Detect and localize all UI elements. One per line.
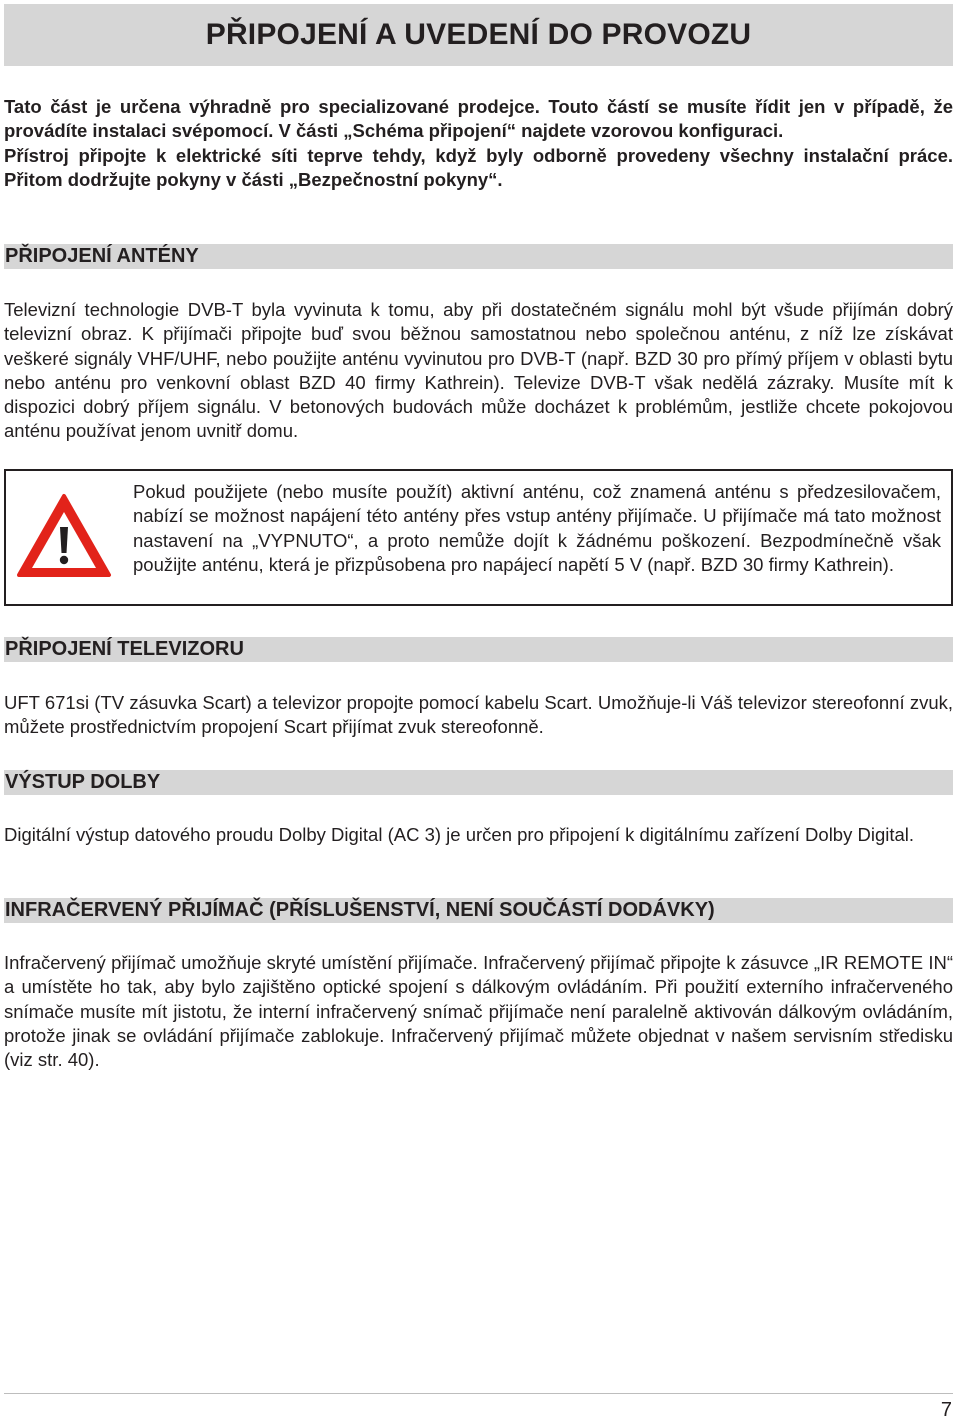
section-body-antenna	[4, 298, 953, 444]
warning-triangle-icon	[16, 493, 112, 579]
section-body-ir	[4, 951, 953, 1072]
ir-paragraph: Infračervený přijímač umožňuje skryté umístění přijímače. Infračervený přijímač připojte k zásuvce „IR REMOTE IN“ a umístěte ho tak, aby bylo zajištěno optické spojení s dálkovým ovládáním. Při použití externího infračerveného snímače musíte mít jistotu, že interní infračervený snímač přijímače není paralelně aktivován dálkovým ovládáním, protože jinak se ovládání přijímače zablokuje. Infračervený přijímač můžete objednat v našem servisním středisku (viz str. 40).	[4, 952, 953, 1071]
antenna-paragraph: Televizní technologie DVB-T byla vyvinuta k tomu, aby při dostatečném signálu mohl být všude přijímán dobrý televizní obraz. K přijímači připojte buď svou běžnou samostatnou nebo společnou anténu, z níž lze získávat veškeré signály VHF/UHF, nebo použijte anténu vyvinutou pro DVB-T (např. BZD 30 pro přímý příjem v oblasti bytu nebo anténu pro venkovní oblast BZD 40 firmy Kathrein). Televize DVB-T však nedělá zázraky. Musíte mít k dispozici dobrý příjem signálu. V betonových budovách může docházet k problémům, jestliže chcete pokojovou anténu používat jenom uvnitř domu.	[4, 299, 953, 442]
intro-paragraph-2: Přístroj připojte k elektrické síti teprve tehdy, když byly odborně provedeny všechny instalační práce. Přitom dodržujte pokyny v části „Bezpečnostní pokyny“.	[4, 144, 953, 190]
footer-divider	[4, 1393, 953, 1394]
section-heading-dolby-label: VÝSTUP DOLBY	[5, 771, 161, 793]
page-title-bar	[4, 4, 953, 66]
warning-paragraph: Pokud použijete (nebo musíte použít) aktivní anténu, což znamená anténu s předzesilovačem, nabízí se možnost napájení této antény přes vstup antény přijímače. U přijímače má tato možnost nastavení na „VYPNUTO“, a proto nemůže dojít k žádnému poškození. Bezpodmínečně však použijte anténu, která je přizpůsobena pro napájecí napětí 5 V (např. BZD 30 firmy Kathrein).	[133, 481, 941, 575]
section-heading-tv-label: PŘIPOJENÍ TELEVIZORU	[5, 638, 244, 660]
page-number: 7	[940, 1399, 952, 1421]
page-title: PŘIPOJENÍ A UVEDENÍ DO PROVOZU	[205, 18, 752, 51]
section-heading-tv	[4, 637, 953, 662]
intro-paragraph-1: Tato část je určena výhradně pro specializované prodejce. Touto částí se musíte řídit jen v případě, že provádíte instalaci svépomocí. V části „Schéma připojení“ najdete vzorovou konfiguraci.	[4, 96, 953, 142]
warning-box	[4, 469, 953, 606]
section-heading-dolby	[4, 770, 953, 795]
section-heading-antenna	[4, 244, 953, 269]
section-heading-ir	[4, 898, 953, 923]
section-body-tv	[4, 691, 953, 740]
warning-text-block	[133, 480, 941, 577]
section-heading-ir-label: INFRAČERVENÝ PŘIJÍMAČ (PŘÍSLUŠENSTVÍ, NENÍ SOUČÁSTÍ DODÁVKY)	[5, 899, 715, 921]
dolby-paragraph: Digitální výstup datového proudu Dolby Digital (AC 3) je určen pro připojení k digitálnímu zařízení Dolby Digital.	[4, 824, 915, 845]
section-heading-antenna-label: PŘIPOJENÍ ANTÉNY	[5, 245, 199, 267]
intro-block	[4, 95, 953, 192]
tv-paragraph: UFT 671si (TV zásuvka Scart) a televizor propojte pomocí kabelu Scart. Umožňuje-li Váš televizor stereofonní zvuk, můžete prostřednictvím propojení Scart přijímat zvuk stereofonně.	[4, 692, 953, 738]
section-body-dolby	[4, 823, 953, 847]
